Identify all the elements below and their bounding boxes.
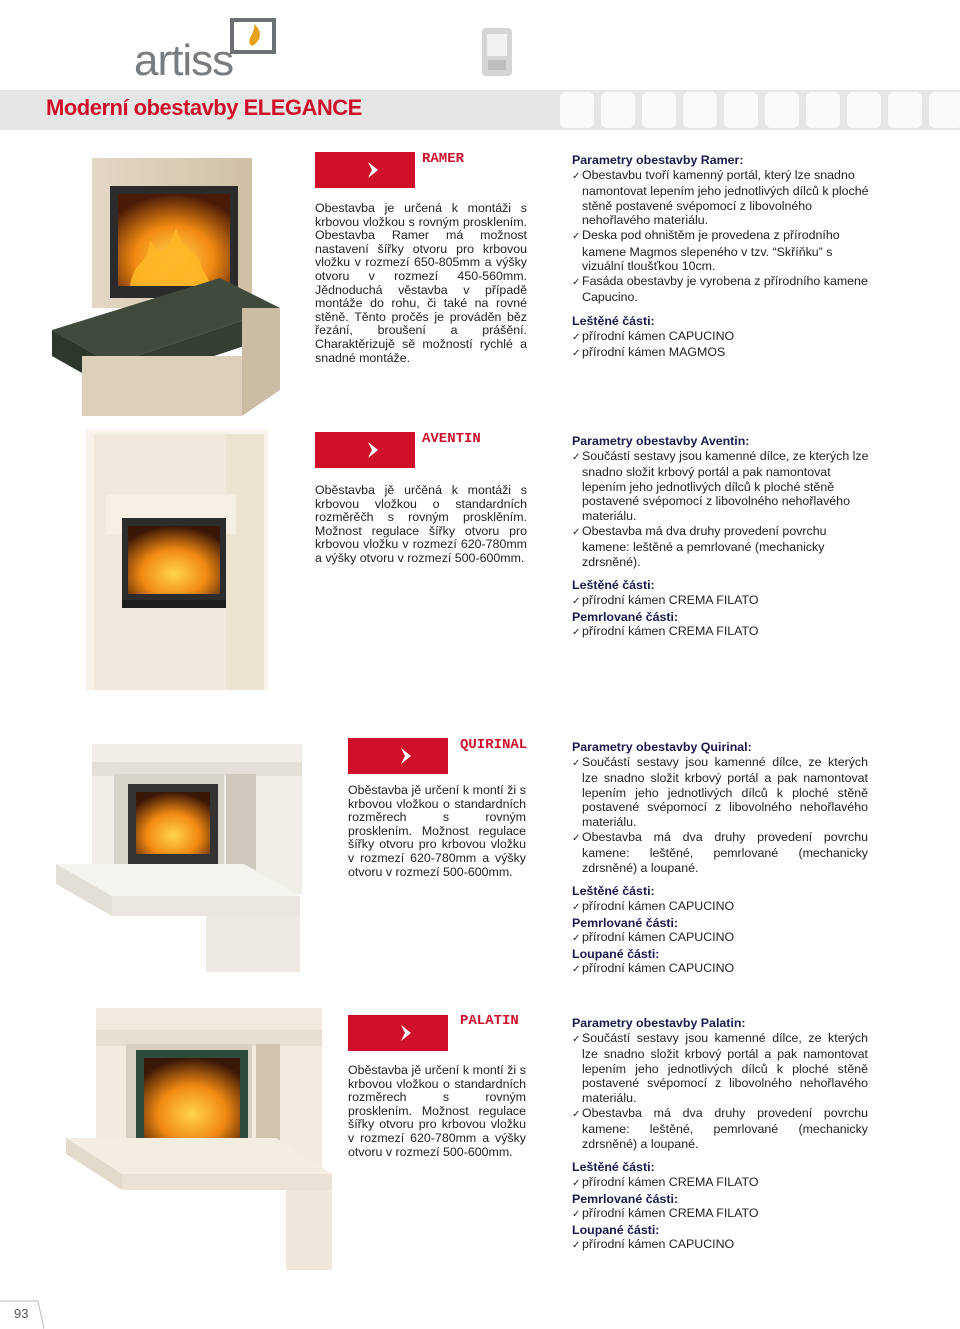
tile — [683, 92, 717, 128]
palatin-description: Oběstavba jě určení k montí ži s krbovou vložkou o standardních rozměrech s rovným prosklením. Možnost regulace šířky otvoru pro krbovou vložku v rozmezí 620-780mm a výšky otvoru v rozmezí 500-600mm. — [348, 1063, 526, 1159]
palatin-parameters — [572, 1016, 868, 1254]
aventin-title: AVENTIN — [422, 431, 481, 447]
quirinal-description: Oběstavba jě určení k montí ži s krbovou vložkou o standardních rozměrech s rovným prosklením. Možnost regulace šířky otvoru pro krbovou vložku v rozmezí 620-780mm a výšky otvoru v rozmezí 500-600mm. — [348, 783, 526, 879]
quirinal-marker — [348, 738, 448, 774]
chevron-right-icon — [365, 160, 383, 180]
chevron-right-icon — [398, 1023, 416, 1043]
aventin-fireplace-photo — [86, 430, 268, 690]
param-item: ✓ Součástí sestavy jsou kamenné dílce, ze kterých lze snadno složit krbový portál a pak namontovat lepením jeho jednotlivých dílců k ploché stěně postavené svépomocí z libovolného nehořlavého materiálu. — [572, 449, 872, 524]
ramer-title: RAMER — [422, 151, 465, 167]
aventin-marker — [315, 432, 415, 468]
logo-flame-icon — [230, 18, 276, 54]
group-label: Leštěné části: — [572, 884, 655, 899]
tile — [806, 92, 840, 128]
tile — [765, 92, 799, 128]
param-item: ✓ Součástí sestavy jsou kamenné dílce, ze kterých lze snadno složit krbový portál a pak namontovat lepením jeho jednotlivých dílců k ploché stěně postavené svépomocí z libovolného nehořlavého materiálu. — [572, 1031, 868, 1106]
material-item: ✓ přírodní kámen CAPUCINO — [572, 899, 868, 916]
quirinal-params-heading: Parametry obestavby Quirinal: — [572, 740, 752, 754]
param-item: ✓ Deska pod ohništěm je provedena z přírodního kamene Magmos slepeného v tzv. “Skříňku” s vizuální tloušťkou 10cm. — [572, 228, 872, 274]
group-label: Leštěné části: — [572, 313, 655, 328]
material-item: ✓ přírodní kámen CREMA FILATO — [572, 1175, 868, 1192]
aventin-parameters — [572, 434, 872, 641]
palatin-title: PALATIN — [460, 1013, 519, 1029]
param-item: ✓ Obestavba má dva druhy provedení povrchu kamene: leštěné, pemrlované (mechanicky zdrsněné) a loupané. — [572, 1106, 868, 1152]
material-item: ✓ přírodní kámen CREMA FILATO — [572, 593, 872, 610]
group-label: Pemrlované části: — [572, 1191, 679, 1206]
ramer-parameters — [572, 153, 872, 362]
aventin-description: Oběstavba jě určěná k montáži s krbovou vložkou o standardních rozměrěčh s rovným prosklěním. Možnost regulace šířky otvoru pro krbovou vložku v rozmezí 620-780mm a výšky otvoru v rozmezí 500-600mm. — [315, 483, 527, 565]
aventin-params-heading: Parametry obestavby Aventin: — [572, 434, 750, 448]
group-label: Pemrlované části: — [572, 609, 679, 624]
material-item: ✓ přírodní kámen CAPUCINO — [572, 329, 872, 346]
group-label: Leštěné části: — [572, 1160, 655, 1175]
material-item: ✓ přírodní kámen CAPUCINO — [572, 930, 868, 947]
param-item: ✓ Fasáda obestavby je vyrobena z přírodního kamene Capucino. — [572, 274, 872, 305]
material-item: ✓ přírodní kámen CREMA FILATO — [572, 624, 872, 641]
artiss-logo — [134, 18, 284, 84]
tile — [642, 92, 676, 128]
param-item: ✓ Obestavbu tvoří kamenný portál, který lze snadno namontovat lepením jeho jednotlivých dílců k ploché stěně postavené svépomocí z libovolného nehořlavého materiálu. — [572, 168, 872, 228]
chevron-right-icon — [365, 440, 383, 460]
tile — [847, 92, 881, 128]
param-item: ✓ Obestavba má dva druhy provedení povrchu kamene: leštěné, pemrlované (mechanicky zdrsněné) a loupané. — [572, 830, 868, 876]
ramer-description: Obestavba je určená k montáži s krbovou vložkou s rovným prosklením. Obestavba Ramer má možnost nastavení šířky otvoru pro krbovou vložku v rozmezí 650-805mm a výšky otvoru v rozmezí 450-560mm. Jědnoduchá věstavba v případě montáže do rohu, či také na rovné stěně. Těnto pročěs je prováděn běz řezání, broušení a prášění. Charaktěrizujě sě možností rychlé a snadné montáže. — [315, 201, 527, 365]
material-item: ✓ přírodní kámen MAGMOS — [572, 345, 872, 362]
palatin-fireplace-photo — [66, 1008, 338, 1270]
tile — [724, 92, 758, 128]
decorative-tiles — [560, 92, 960, 128]
ramer-params-heading: Parametry obestavby Ramer: — [572, 153, 744, 167]
group-label: Leštěné části: — [572, 578, 655, 593]
quirinal-fireplace-photo — [56, 744, 306, 972]
logo-text: artiss — [134, 36, 234, 85]
chevron-right-icon — [398, 746, 416, 766]
material-item: ✓ přírodní kámen CREMA FILATO — [572, 1206, 868, 1223]
tile — [601, 92, 635, 128]
page-title: Moderní obestavby ELEGANCE — [46, 95, 362, 120]
quirinal-title: QUIRINAL — [460, 737, 528, 753]
group-label: Loupané části: — [572, 946, 660, 961]
tile — [888, 92, 922, 128]
page-number: 93 — [14, 1306, 29, 1321]
palatin-marker — [348, 1015, 448, 1051]
group-label: Pemrlované části: — [572, 915, 679, 930]
ramer-marker — [315, 152, 415, 188]
stove-icon — [474, 24, 520, 80]
param-item: ✓ Součástí sestavy jsou kamenné dílce, ze kterých lze snadno složit krbový portál a pak namontovat lepením jeho jednotlivých dílců k ploché stěně postavené svépomocí z libovolného nehořlavého materiálu. — [572, 755, 868, 830]
ramer-fireplace-photo — [52, 158, 284, 418]
group-label: Loupané části: — [572, 1222, 660, 1237]
tile — [560, 92, 594, 128]
param-item: ✓ Obestavba má dva druhy provedení povrchu kamene: leštěné a pemrlované (mechanicky zdrsněné). — [572, 524, 872, 570]
material-item: ✓ přírodní kámen CAPUCINO — [572, 1237, 868, 1254]
palatin-params-heading: Parametry obestavby Palatin: — [572, 1016, 746, 1030]
tile — [929, 92, 960, 128]
quirinal-parameters — [572, 740, 868, 978]
material-item: ✓ přírodní kámen CAPUCINO — [572, 961, 868, 978]
